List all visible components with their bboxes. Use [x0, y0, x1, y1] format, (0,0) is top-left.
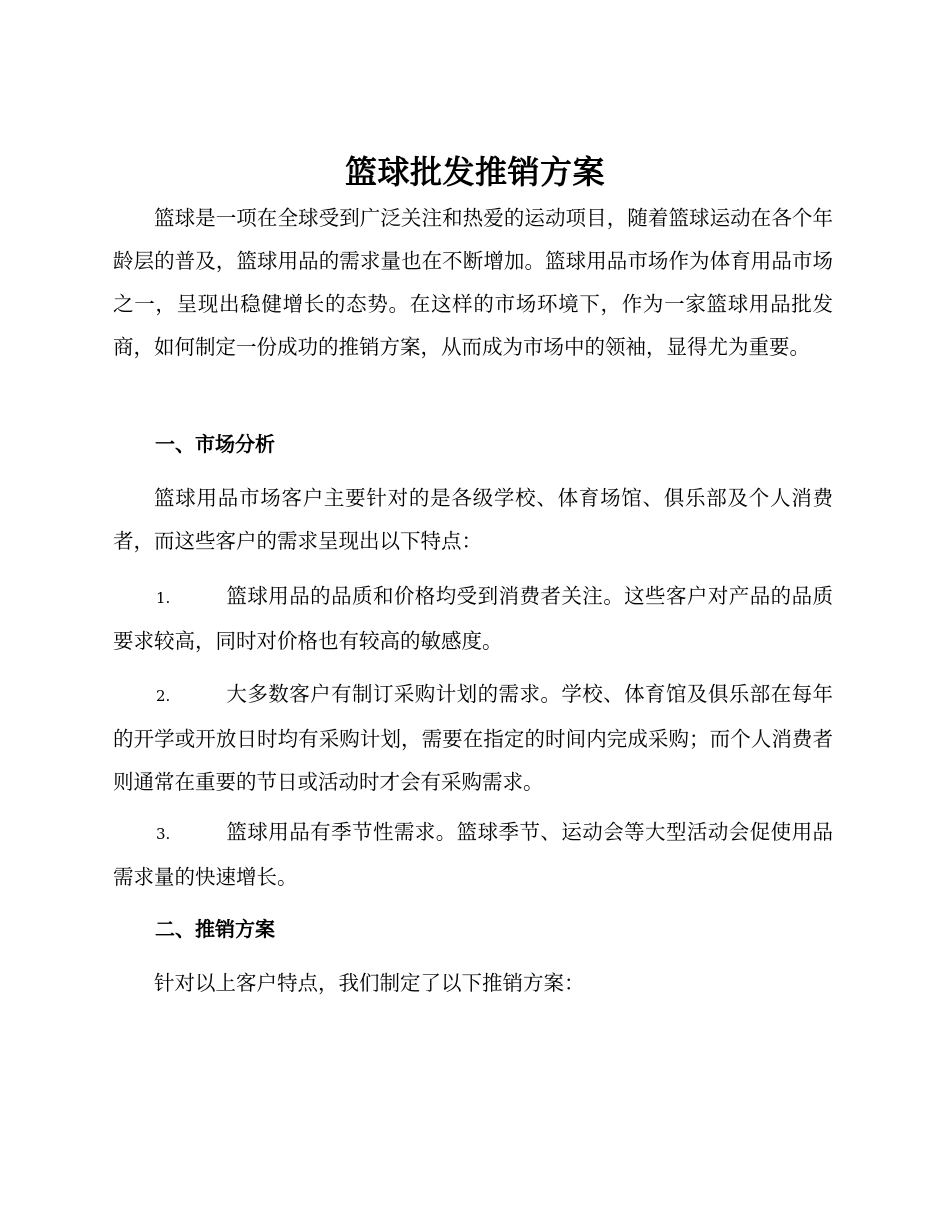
intro-paragraph: 篮球是一项在全球受到广泛关注和热爱的运动项目，随着篮球运动在各个年龄层的普及，篮球用品的需求量也在不断增加。篮球用品市场作为体育用品市场之一，呈现出稳健增长的态势。在这样的市场环境下，作为一家篮球用品批发商，如何制定一份成功的推销方案，从而成为市场中的领袖，显得尤为重要。 [113, 206, 833, 359]
section-2-paragraph-block [113, 962, 833, 1005]
section-1-paragraph: 篮球用品市场客户主要针对的是各级学校、体育场馆、俱乐部及个人消费者，而这些客户的需求呈现出以下特点： [113, 486, 833, 553]
list-item [113, 673, 833, 804]
section-2-paragraph: 针对以上客户特点，我们制定了以下推销方案： [154, 971, 585, 995]
list-item-text: 篮球用品有季节性需求。篮球季节、运动会等大型活动会促使用品需求量的快速增长。 [113, 820, 833, 889]
section-2-heading-block [113, 908, 833, 951]
section-1-paragraph-block [113, 477, 833, 563]
list-item-text: 大多数客户有制订采购计划的需求。学校、体育馆及俱乐部在每年的开学或开放日时均有采购计划，需要在指定的时间内完成采购；而个人消费者则通常在重要的节日或活动时才会有采购需求。 [113, 682, 833, 794]
list-item [113, 811, 833, 899]
list-item-text: 篮球用品的品质和价格均受到消费者关注。这些客户对产品的品质要求较高，同时对价格也有较高的敏感度。 [113, 584, 833, 653]
list-item-3 [113, 811, 833, 899]
document-title: 篮球批发推销方案 [344, 153, 605, 191]
intro-paragraph-block [113, 197, 833, 369]
section-2-heading: 二、推销方案 [155, 917, 275, 941]
list-item-1 [113, 575, 833, 663]
list-item-number: 2. [156, 687, 171, 705]
section-1-heading-block [113, 423, 833, 466]
list-item [113, 575, 833, 663]
list-item-number: 1. [156, 589, 171, 607]
list-item-number: 3. [156, 825, 171, 843]
section-1-heading: 一、市场分析 [155, 432, 275, 456]
list-item-2 [113, 673, 833, 804]
